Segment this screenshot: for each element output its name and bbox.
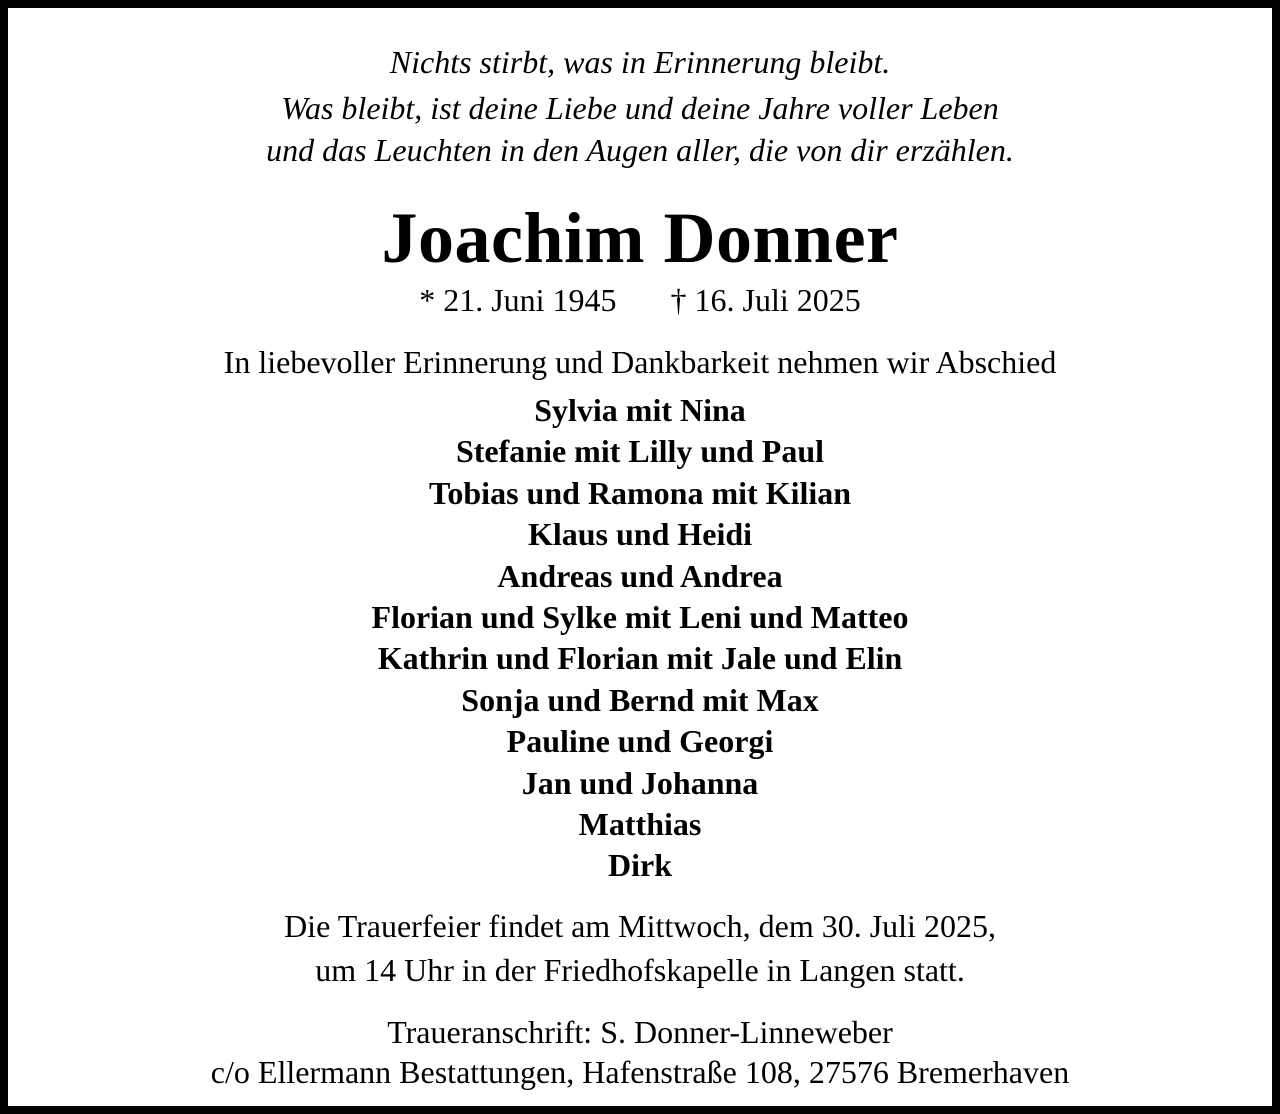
mourning-address-line-2: c/o Ellermann Bestattungen, Hafenstraße 108, 27576 Bremerhaven	[210, 1054, 1070, 1090]
mourner-entry: Jan und Johanna	[521, 764, 759, 801]
mourners-list	[16, 390, 1264, 887]
mourner-entry: Sylvia mit Nina	[534, 392, 746, 428]
birth-date: * 21. Juni 1945	[419, 282, 617, 318]
life-dates	[16, 280, 1264, 320]
mourner-entry: Matthias	[578, 805, 702, 842]
mourner-entry: Andreas und Andrea	[497, 557, 783, 594]
quote-line-3: und das Leuchten in den Augen aller, die von dir erzählen.	[266, 132, 1014, 168]
deceased-name: Joachim Donner	[381, 198, 899, 278]
mourner-entry: Pauline und Georgi	[506, 723, 774, 760]
mourner-entry: Dirk	[608, 847, 672, 884]
mourning-address-line-1: Traueranschrift: S. Donner-Linneweber	[387, 1014, 893, 1050]
ceremony-line-1: Die Trauerfeier findet am Mittwoch, dem 30. Juli 2025,	[284, 908, 996, 944]
mourner-entry: Klaus und Heidi	[527, 516, 753, 553]
notice-content	[16, 8, 1264, 1106]
quote-line-1: Nichts stirbt, was in Erinnerung bleibt.	[389, 44, 891, 80]
mourner-entry: Sonja und Bernd mit Max	[461, 681, 819, 718]
mourner-entry: Stefanie mit Lilly und Paul	[455, 433, 825, 470]
death-date: † 16. Juli 2025	[670, 282, 861, 318]
farewell-intro: In liebevoller Erinnerung und Dankbarkeit nehmen wir Abschied	[223, 344, 1057, 380]
ceremony-line-2: um 14 Uhr in der Friedhofskapelle in Langen statt.	[315, 952, 965, 988]
mourner-entry: Tobias und Ramona mit Kilian	[428, 474, 852, 511]
mourner-entry: Florian und Sylke mit Leni und Matteo	[371, 598, 909, 635]
mourner-entry: Kathrin und Florian mit Jale und Elin	[377, 640, 903, 677]
quote-line-2: Was bleibt, ist deine Liebe und deine Jahre voller Leben	[281, 90, 999, 126]
